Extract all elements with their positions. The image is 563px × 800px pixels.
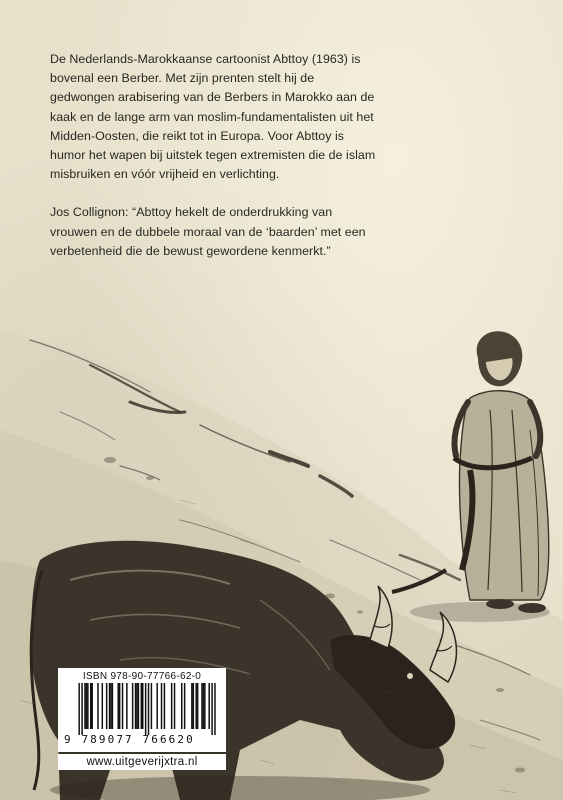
barcode-bar — [91, 683, 92, 729]
barcode-bar — [145, 683, 146, 735]
isbn-barcode — [58, 668, 226, 752]
barcode-bar — [164, 683, 165, 729]
barcode-bar — [204, 683, 205, 729]
barcode-bar — [119, 683, 120, 729]
barcode-bar — [191, 683, 192, 729]
barcode-bar — [151, 683, 152, 729]
barcode-bar — [102, 683, 103, 729]
publisher-url: www.uitgeverijxtra.nl — [58, 754, 226, 770]
barcode-bar — [138, 683, 139, 729]
barcode-bar — [142, 683, 143, 729]
barcode-bar — [171, 683, 172, 729]
ean-digits: 9 789077 766620 — [64, 733, 195, 746]
barcode-bar — [87, 683, 88, 729]
barcode-bar — [84, 683, 85, 729]
barcode-bar — [197, 683, 198, 729]
barcode-bar — [161, 683, 162, 729]
barcode-bar — [110, 683, 111, 729]
barcode-bar — [156, 683, 157, 729]
barcode-bar — [184, 683, 185, 729]
barcode-bars — [64, 683, 220, 735]
barcode-bar — [181, 683, 182, 729]
barcode-bar — [201, 683, 202, 729]
barcode-bar — [141, 683, 142, 729]
barcode-bar — [211, 683, 212, 735]
barcode-bar — [203, 683, 204, 729]
barcode-bar — [148, 683, 149, 735]
blurb-paragraph-1: De Nederlands-Marokkaanse cartoonist Abttoy (1963) is bovenal een Berber. Met zijn prenten stelt hij de gedwongen arabisering van de Berbers in Marokko aan de kaak en de lange arm van moslim-fundamentalisten uit het Midden-Oosten, die reikt tot in Europa. Voor Abttoy is humor het wapen bij uitstek tegen extremisten die de islam misbruiken en vóór vrijheid en verlichting. — [50, 52, 376, 182]
barcode-bar — [193, 683, 194, 729]
barcode-bar — [81, 683, 82, 735]
barcode-bar — [90, 683, 91, 729]
isbn-label: ISBN 978-90-77766-62-0 — [82, 671, 202, 682]
barcode-bar — [132, 683, 133, 729]
barcode-bar — [135, 683, 136, 729]
barcode-bar — [78, 683, 79, 735]
barcode-bar — [195, 683, 196, 729]
blurb-paragraph-2: Jos Collignon: “Abttoy hekelt de onderdrukking van vrouwen en de dubbele moraal van de ‘baarden’ met een verbetenheid die de bewust gewordene kenmerkt.” — [50, 205, 366, 258]
barcode-bar — [122, 683, 123, 729]
barcode-bar — [174, 683, 175, 729]
barcode-bar — [208, 683, 209, 729]
barcode-bar — [112, 683, 113, 729]
barcode-bar — [109, 683, 110, 729]
barcode-bar — [126, 683, 127, 729]
barcode-bar — [97, 683, 98, 729]
barcode-bar — [117, 683, 118, 729]
barcode-bar — [136, 683, 137, 729]
back-cover-blurb — [50, 50, 380, 280]
barcode-bar — [106, 683, 107, 729]
barcode-bar — [214, 683, 215, 735]
barcode-bar — [86, 683, 87, 729]
